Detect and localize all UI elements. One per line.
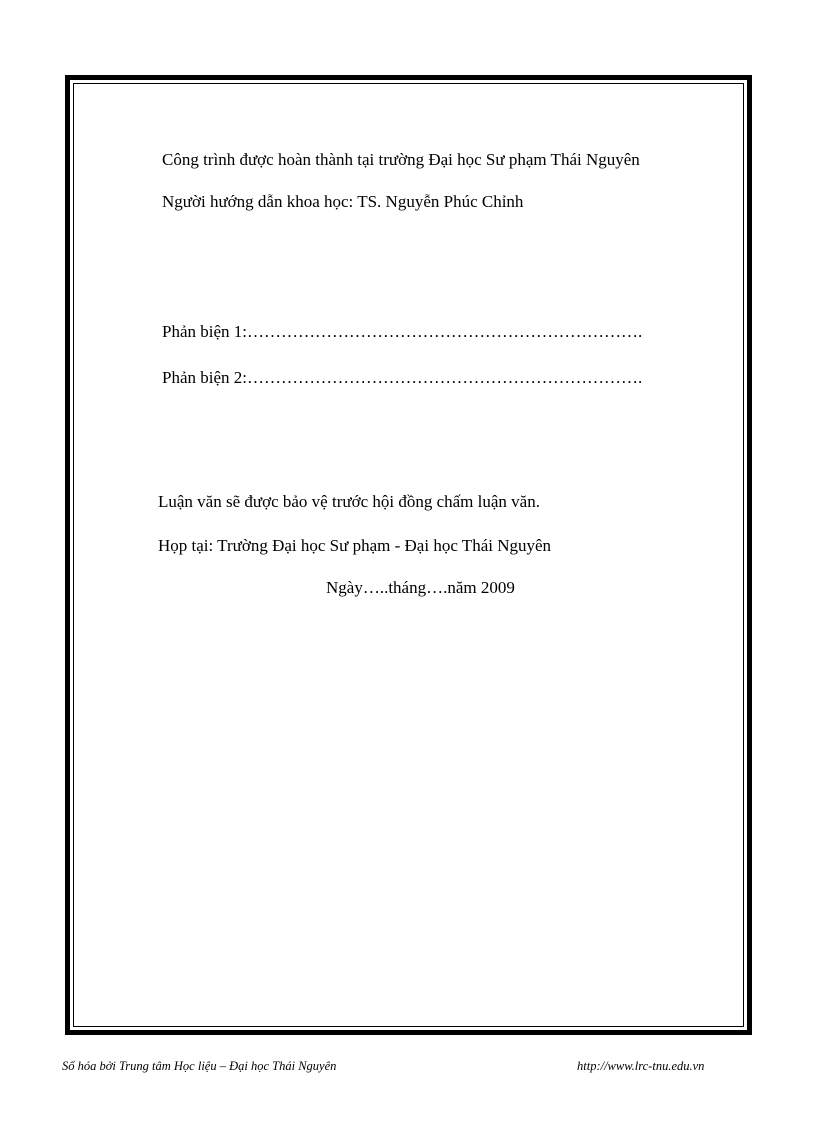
venue-line: Họp tại: Trường Đại học Sư phạm - Đại học Thái Nguyên — [158, 536, 552, 555]
defense-statement: Luận văn sẽ được bảo vệ trước hội đồng chấm luận văn. — [158, 492, 540, 511]
reviewer-2-line: Phản biện 2:……………………………………………………………. — [162, 368, 643, 387]
footer-url: http://www.lrc-tnu.edu.vn — [577, 1059, 705, 1073]
reviewer-1-line: Phản biện 1:……………………………………………………………. — [162, 322, 643, 341]
supervisor-line: Người hướng dẫn khoa học: TS. Nguyễn Phúc Chỉnh — [162, 192, 524, 211]
completion-statement: Công trình được hoàn thành tại trường Đại học Sư phạm Thái Nguyên — [162, 150, 640, 169]
date-line: Ngày…..tháng….năm 2009 — [326, 578, 515, 597]
footer-digitized-by: Số hóa bởi Trung tâm Học liệu – Đại học Thái Nguyên — [62, 1059, 337, 1073]
